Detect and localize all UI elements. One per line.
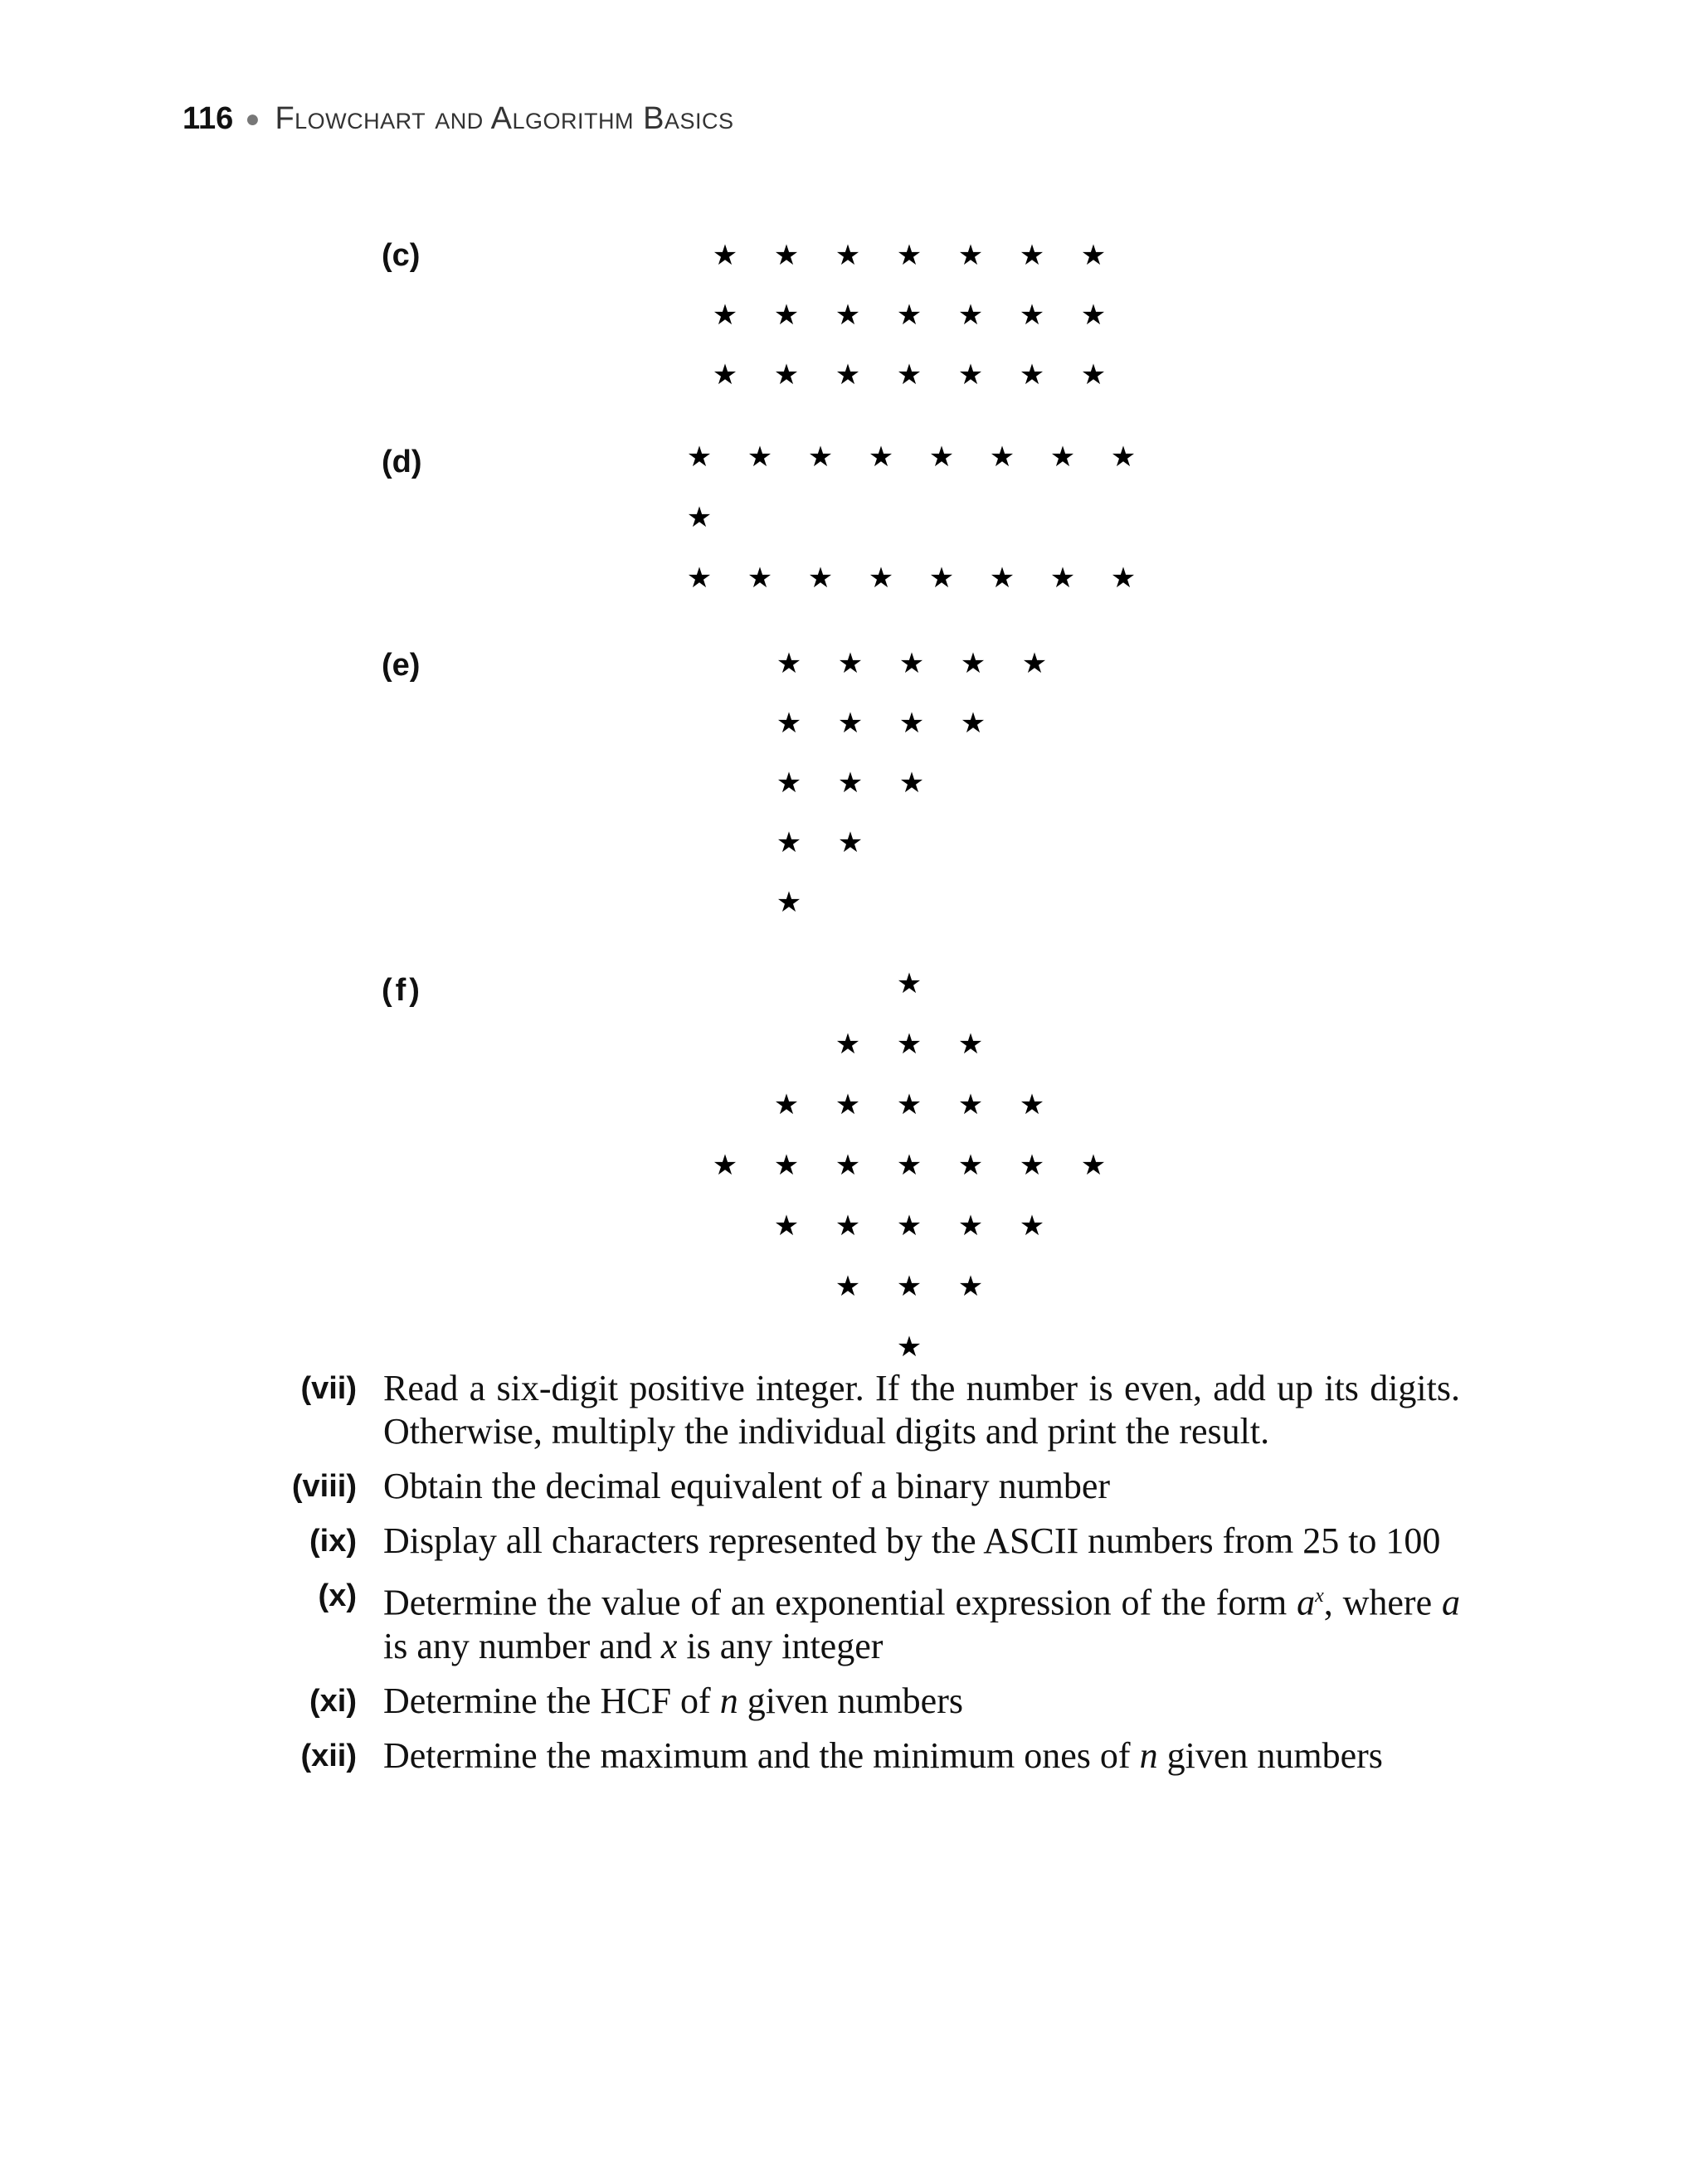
star-e: ★ (960, 707, 986, 740)
star-f: ★ (957, 1209, 984, 1243)
star-e: ★ (776, 886, 802, 919)
star-f: ★ (957, 1270, 984, 1303)
star-c: ★ (957, 358, 984, 392)
exercise-number: (x) (318, 1578, 357, 1613)
exercise-item (249, 1520, 1460, 1563)
star-d: ★ (1110, 562, 1137, 595)
star-f: ★ (773, 1149, 800, 1182)
star-e: ★ (960, 647, 986, 680)
star-c: ★ (835, 358, 861, 392)
star-f: ★ (896, 1149, 923, 1182)
star-f: ★ (1080, 1149, 1107, 1182)
star-c: ★ (1019, 239, 1045, 272)
star-e: ★ (776, 707, 802, 740)
exercise-text: Obtain the decimal equivalent of a binary number (383, 1466, 1111, 1506)
star-f: ★ (896, 1270, 923, 1303)
exercise-item (249, 1367, 1460, 1453)
star-d: ★ (928, 440, 955, 474)
star-c: ★ (712, 299, 738, 332)
star-f: ★ (835, 1088, 861, 1121)
star-c: ★ (1080, 239, 1107, 272)
exercise-text-part: Determine the maximum and the minimum ones of (383, 1734, 1140, 1776)
exercise-text: Read a six-digit positive integer. If the number is even, add up its digits. Otherwise, multiply the individual digits and print the result. (383, 1368, 1460, 1452)
star-d: ★ (868, 440, 894, 474)
exercise-item (249, 1680, 1460, 1723)
star-c: ★ (1080, 358, 1107, 392)
star-d: ★ (868, 562, 894, 595)
star-d: ★ (747, 440, 773, 474)
exercise-number: (vii) (300, 1371, 357, 1406)
exercise-item (249, 1734, 1460, 1778)
exercise-text-part: Determine the value of an exponential expression of the form (383, 1582, 1297, 1623)
exercise-text-part: Determine the HCF of (383, 1680, 720, 1721)
star-d: ★ (1049, 440, 1076, 474)
star-c: ★ (1080, 299, 1107, 332)
star-d: ★ (989, 440, 1015, 474)
star-f: ★ (957, 1028, 984, 1061)
exercise-number: (xii) (300, 1738, 357, 1773)
exercise-text-part: is any number and (383, 1625, 661, 1666)
math-variable: x (660, 1625, 678, 1666)
star-d: ★ (807, 440, 834, 474)
star-e: ★ (898, 647, 925, 680)
star-e: ★ (776, 647, 802, 680)
star-c: ★ (1019, 299, 1045, 332)
exercise-text-part: , where (1323, 1582, 1442, 1623)
star-c: ★ (773, 358, 800, 392)
pattern-label-f: (f) (382, 973, 423, 1008)
math-variable: a (1441, 1582, 1460, 1623)
star-f: ★ (712, 1149, 738, 1182)
star-f: ★ (835, 1149, 861, 1182)
math-exponent: x (1315, 1585, 1324, 1607)
star-d: ★ (686, 440, 713, 474)
star-c: ★ (712, 239, 738, 272)
star-c: ★ (835, 299, 861, 332)
star-e: ★ (776, 826, 802, 859)
star-f: ★ (896, 1209, 923, 1243)
star-f: ★ (773, 1088, 800, 1121)
star-c: ★ (773, 299, 800, 332)
star-f: ★ (896, 1330, 923, 1364)
star-c: ★ (896, 358, 923, 392)
page-number: 116 (183, 101, 234, 136)
star-c: ★ (835, 239, 861, 272)
star-d: ★ (1049, 562, 1076, 595)
star-c: ★ (1019, 358, 1045, 392)
exercise-list (249, 1367, 1460, 1789)
running-header (183, 101, 733, 143)
star-e: ★ (776, 766, 802, 800)
exercise-text: Display all characters represented by the ASCII numbers from 25 to 100 (383, 1520, 1441, 1561)
star-e: ★ (837, 707, 864, 740)
star-f: ★ (1019, 1088, 1045, 1121)
pattern-label-c: (c) (382, 238, 421, 273)
star-f: ★ (896, 1088, 923, 1121)
exercise-item (249, 1574, 1460, 1668)
star-c: ★ (712, 358, 738, 392)
running-title: Flowchart and Algorithm Basics (275, 101, 734, 136)
exercise-item (249, 1465, 1460, 1508)
star-d: ★ (989, 562, 1015, 595)
star-f: ★ (957, 1088, 984, 1121)
star-e: ★ (1021, 647, 1048, 680)
star-c: ★ (773, 239, 800, 272)
star-e: ★ (898, 707, 925, 740)
exercise-text-part: is any integer (677, 1625, 884, 1666)
star-e: ★ (898, 766, 925, 800)
exercise-text (383, 1574, 1460, 1668)
star-c: ★ (896, 239, 923, 272)
math-variable: n (1139, 1734, 1158, 1776)
star-f: ★ (1019, 1149, 1045, 1182)
star-f: ★ (835, 1028, 861, 1061)
exercise-number: (ix) (309, 1524, 357, 1559)
star-f: ★ (896, 1028, 923, 1061)
exercise-text-part: given numbers (1157, 1734, 1383, 1776)
star-d: ★ (1110, 440, 1137, 474)
pattern-label-e: (e) (382, 648, 421, 683)
star-f: ★ (835, 1270, 861, 1303)
star-d: ★ (686, 562, 713, 595)
math-variable: n (719, 1680, 738, 1721)
exercise-text-part: given numbers (738, 1680, 963, 1721)
star-f: ★ (773, 1209, 800, 1243)
star-c: ★ (957, 299, 984, 332)
header-separator-bullet: ● (245, 105, 260, 133)
star-e: ★ (837, 647, 864, 680)
math-variable: a (1297, 1582, 1316, 1623)
exercise-text (383, 1680, 1460, 1723)
star-d: ★ (807, 562, 834, 595)
star-d: ★ (928, 562, 955, 595)
star-e: ★ (837, 826, 864, 859)
exercise-number: (viii) (291, 1469, 357, 1504)
star-d: ★ (747, 562, 773, 595)
pattern-label-d: (d) (382, 445, 422, 479)
star-f: ★ (835, 1209, 861, 1243)
star-c: ★ (957, 239, 984, 272)
star-f: ★ (957, 1149, 984, 1182)
exercise-number: (xi) (309, 1683, 357, 1719)
star-f: ★ (1019, 1209, 1045, 1243)
star-e: ★ (837, 766, 864, 800)
star-d: ★ (686, 501, 713, 534)
star-c: ★ (896, 299, 923, 332)
exercise-text (383, 1734, 1460, 1778)
star-f: ★ (896, 967, 923, 1000)
